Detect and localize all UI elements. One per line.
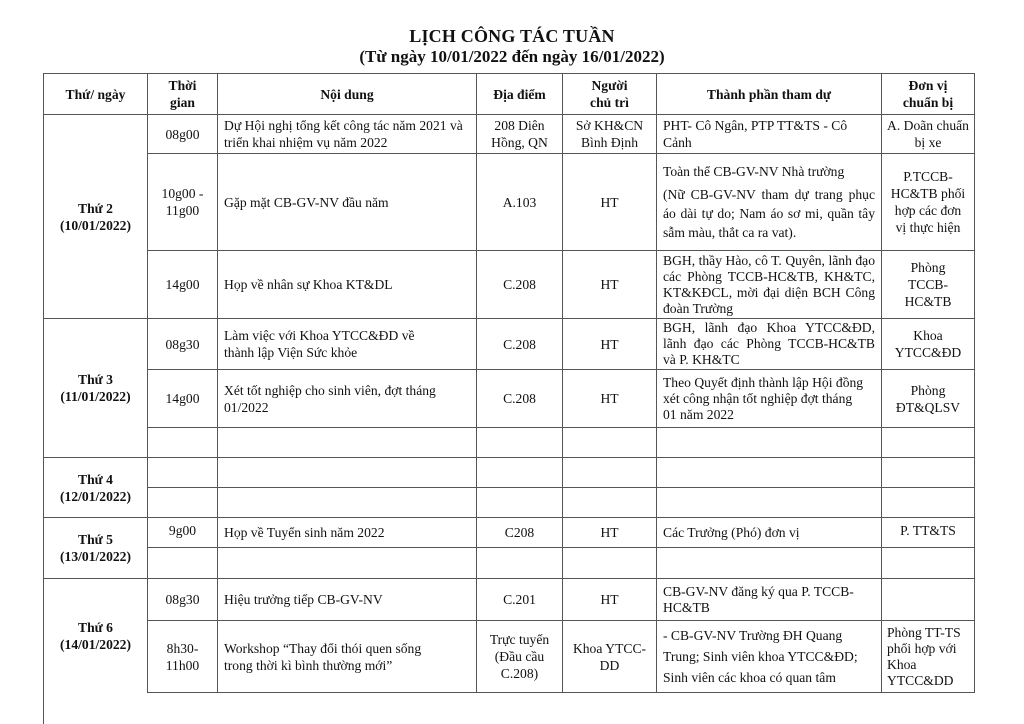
- day-label: Thứ 5: [78, 532, 113, 547]
- document-title: LỊCH CÔNG TÁC TUẦN: [409, 26, 615, 46]
- day-date: (13/01/2022): [60, 549, 131, 564]
- day-label: Thứ 3: [78, 372, 113, 387]
- chair-cell: HT: [600, 525, 619, 540]
- attendees-main: Toàn thể CB-GV-NV Nhà trường: [663, 163, 845, 179]
- header-location: Địa điểm: [493, 86, 546, 102]
- attendees-cell: Theo Quyết định thành lập Hội đồng xét công nhận tốt nghiệp đợt tháng 01 năm 2022: [663, 374, 864, 422]
- chair-cell: HT: [600, 336, 619, 352]
- table-border-right: [974, 73, 975, 693]
- attendees-note: (Nữ CB-GV-NV tham dự trang phục áo dài tự do; Nam áo sơ mi, quần tây sẫm màu, thắt ca ra vat).: [663, 186, 875, 240]
- row-divider: [147, 427, 975, 428]
- chair-cell: Khoa YTCC-DD: [572, 640, 647, 673]
- time-cell: 08g30: [165, 336, 200, 352]
- table-border-bottom: [147, 692, 975, 693]
- content-cell: Workshop “Thay đổi thói quen sống trong thời kì bình thường mới”: [224, 640, 422, 673]
- prep-cell: P.TCCB-HC&TB phối hợp các đơn vị thực hiện: [890, 169, 966, 235]
- day-label: Thứ 4: [78, 471, 113, 487]
- content-cell: Xét tốt nghiệp cho sinh viên, đợt tháng 01/2022: [224, 382, 436, 415]
- location-cell: C.201: [503, 592, 536, 607]
- day-cell-thu-2: [44, 115, 147, 318]
- content-cell: Gặp mặt CB-GV-NV đầu năm: [224, 194, 389, 210]
- chair-cell: Sở KH&CN Bình Định: [575, 118, 644, 150]
- prep-cell: Phòng ĐT&QLSV: [895, 382, 961, 415]
- time-cell: 08g30: [165, 592, 200, 607]
- location-cell: 208 Diên Hồng, QN: [491, 118, 548, 150]
- header-prep: Đơn vị chuẩn bị: [902, 78, 954, 110]
- time-cell: 9g00: [168, 523, 197, 538]
- day-date: (14/01/2022): [60, 636, 131, 652]
- chair-cell: HT: [600, 592, 619, 607]
- location-cell: C208: [504, 525, 535, 540]
- content-cell: Làm việc với Khoa YTCC&ĐD về thành lập Viện Sức khỏe: [224, 328, 415, 360]
- time-cell: 14g00: [165, 277, 200, 292]
- prep-cell: A. Doãn chuẩn bị xe: [887, 118, 969, 150]
- prep-cell: [882, 579, 974, 620]
- day-label: Thứ 6: [78, 619, 113, 635]
- attendees-cell: CB-GV-NV đăng ký qua P. TCCB-HC&TB: [663, 583, 854, 615]
- attendees-cell: Các Trưởng (Phó) đơn vị: [663, 525, 800, 540]
- chair-cell: HT: [600, 194, 619, 210]
- attendees-cell: PHT- Cô Ngân, PTP TT&TS - Cô Cảnh: [663, 118, 848, 150]
- attendees-cell: - CB-GV-NV Trường ĐH Quang Trung; Sinh viên khoa YTCC&ĐD; Sinh viên các khoa có quan tâm: [663, 628, 858, 685]
- chair-cell: HT: [600, 277, 619, 292]
- day-date: (11/01/2022): [60, 389, 131, 404]
- location-cell: Trực tuyến (Đầu cầu C.208): [489, 632, 550, 681]
- chair-cell: HT: [600, 391, 619, 406]
- prep-cell: Phòng TT-TS phối hợp với Khoa YTCC&DD: [887, 624, 961, 688]
- location-cell: C.208: [503, 277, 536, 292]
- location-cell: C.208: [503, 336, 536, 352]
- day-cell-thu-4: [44, 458, 147, 517]
- day-cell-thu-3: [44, 319, 147, 457]
- attendees-cell: [657, 154, 881, 250]
- time-cell: 10g00 - 11g00: [161, 186, 204, 218]
- location-cell: A.103: [502, 194, 537, 210]
- row-divider: [147, 547, 975, 548]
- time-cell: 08g00: [165, 126, 200, 142]
- content-cell: Họp về Tuyển sinh năm 2022: [224, 525, 385, 540]
- content-cell: Hiệu trưởng tiếp CB-GV-NV: [224, 592, 383, 607]
- prep-cell: P. TT&TS: [900, 523, 956, 538]
- header-day: Thứ/ ngày: [65, 86, 126, 102]
- day-date: (10/01/2022): [60, 217, 131, 233]
- header-content: Nội dung: [320, 86, 374, 102]
- document-subtitle: (Từ ngày 10/01/2022 đến ngày 16/01/2022): [359, 47, 665, 66]
- header-attendees: Thành phần tham dự: [706, 86, 832, 102]
- prep-cell: Phòng TCCB-HC&TB: [904, 260, 952, 309]
- location-cell: C.208: [503, 391, 536, 406]
- day-label: Thứ 2: [78, 200, 113, 216]
- row-divider: [147, 487, 975, 488]
- time-cell: 8h30-11h00: [165, 640, 200, 673]
- time-cell: 14g00: [165, 391, 200, 406]
- day-divider: [43, 457, 975, 458]
- header-chair: Người chủ trì: [590, 78, 629, 110]
- content-cell: Họp về nhân sự Khoa KT&DL: [224, 277, 393, 292]
- content-cell: Dự Hội nghị tổng kết công tác năm 2021 và triển khai nhiệm vụ năm 2022: [224, 118, 463, 150]
- attendees-cell: BGH, lãnh đạo Khoa YTCC&ĐD, lãnh đạo các Phòng TCCB-HC&TB và P. KH&TC: [663, 320, 875, 367]
- day-date: (12/01/2022): [60, 488, 131, 504]
- prep-cell: Khoa YTCC&ĐD: [894, 328, 962, 360]
- header-time: Thời gian: [168, 78, 197, 110]
- day-cell-thu-5: [44, 518, 147, 578]
- day-cell-thu-6: [44, 579, 147, 692]
- attendees-cell: BGH, thầy Hào, cô T. Quyên, lãnh đạo các Phòng TCCB-HC&TB, KH&TC, KT&KĐCL, mời đại diện BCH Công đoàn Trường: [663, 252, 875, 316]
